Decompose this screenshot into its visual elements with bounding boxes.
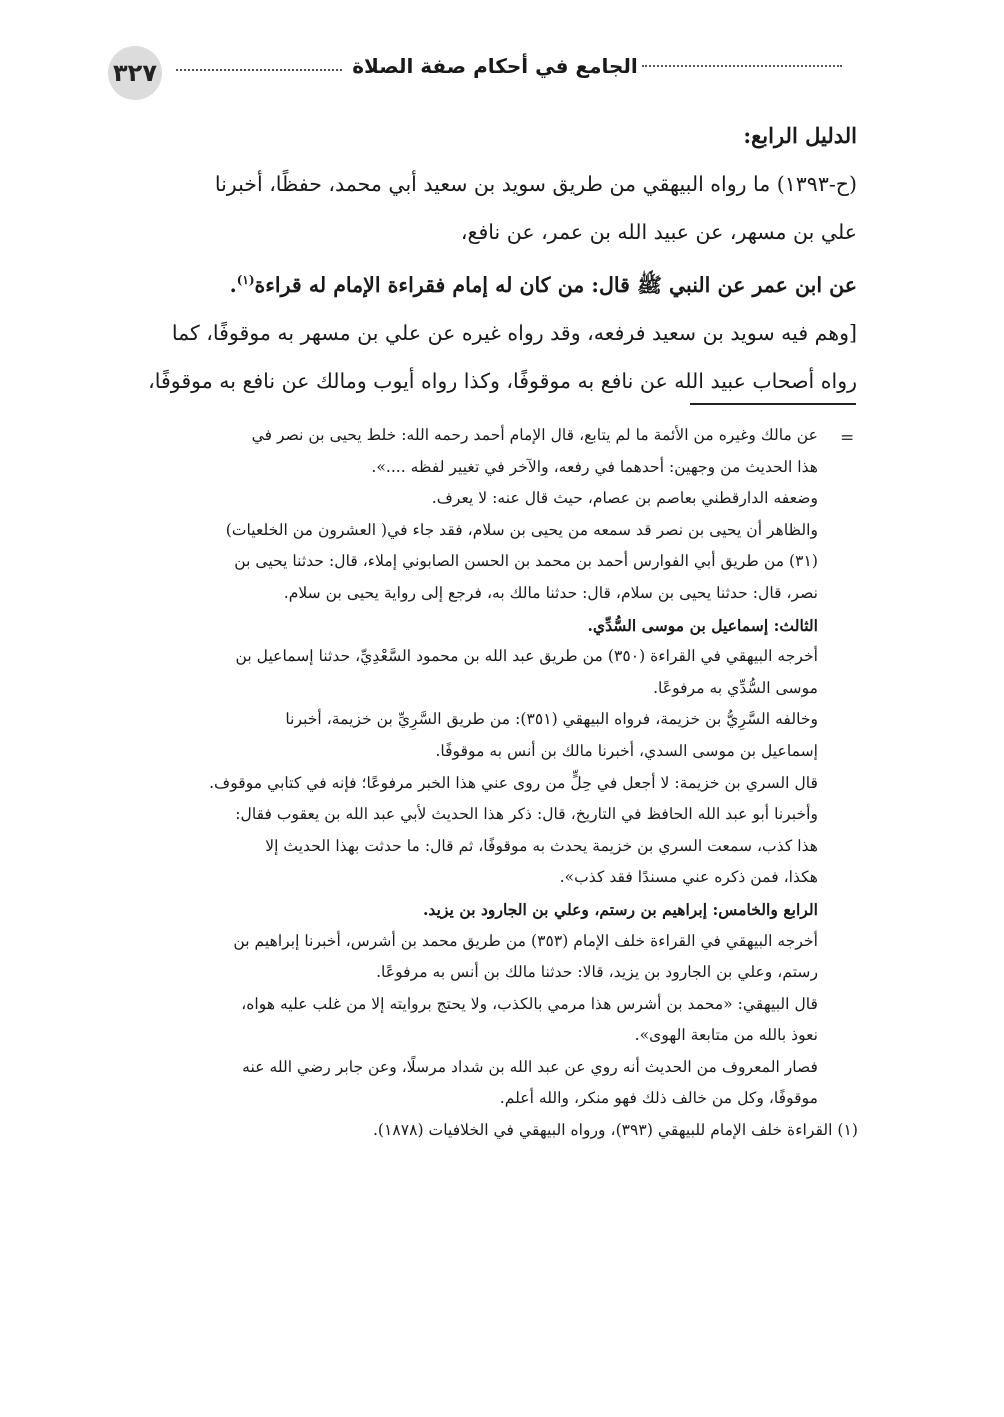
footnote-line: قال البيهقي: «محمد بن أشرس هذا مرمي بالكذب، ولا يحتج بروايته إلا من غلب عليه هواه، xyxy=(241,994,818,1013)
footnote-line: إسماعيل بن موسى السدي، أخبرنا مالك بن أنس به موقوفًا. xyxy=(435,741,818,760)
footnote-line: موسى السُّدِّي به مرفوعًا. xyxy=(653,678,818,697)
footnote-continuation-marker: = xyxy=(840,428,855,448)
footnote-line: أخرجه البيهقي في القراءة خلف الإمام (٣٥٣) من طريق محمد بن أشرس، أخبرنا إبراهيم بن xyxy=(233,931,818,950)
footnote-line: نعوذ بالله من متابعة الهوى». xyxy=(634,1026,818,1045)
footnote-line: هكذا، فمن ذكره عني مسندًا فقد كذب». xyxy=(559,868,818,887)
hadith-text-line: عن ابن عمر عن النبي ﷺ قال: من كان له إمام فقراءة الإمام له قراءة$^{(١)}$. xyxy=(229,272,857,297)
footnotes xyxy=(118,420,858,1147)
footnote-subheading: الرابع والخامس: إبراهيم بن رستم، وعلي بن الجارود بن يزيد. xyxy=(423,899,818,919)
footnote-line: نصر، قال: حدثنا يحيى بن سلام، قال: حدثنا مالك به، فرجع إلى رواية يحيى بن سلام. xyxy=(283,583,818,602)
footnote-line: والظاهر أن يحيى بن نصر قد سمعه من يحيى بن سلام، فقد جاء في( العشرون من الخلعيات) xyxy=(225,520,818,539)
footnote-line: (٣١) من طريق أبي الفوارس أحمد بن محمد بن الحسن الصابوني إملاء، قال: حدثنا يحيى بن xyxy=(234,552,818,571)
section-heading: الدليل الرابع: xyxy=(743,123,857,148)
footnote-reference[interactable]: (١) xyxy=(236,273,255,287)
footnote-line: وخالفه السَّرِيُّ بن خزيمة، فرواه البيهقي (٣٥١): من طريق السَّرِيِّ بن خزيمة، أخبرنا xyxy=(285,710,818,729)
footnote-line: عن مالك وغيره من الأئمة ما لم يتابع، قال الإمام أحمد رحمه الله: خلط يحيى بن نصر في xyxy=(251,426,818,444)
main-line: علي بن مسهر، عن عبيد الله بن عمر، عن نافع، xyxy=(460,220,857,244)
header-dotted-rule-left xyxy=(176,69,342,71)
header-dotted-rule-right xyxy=(642,65,842,67)
footnote-line: وأخبرنا أبو عبد الله الحافظ في التاريخ، قال: ذكر هذا الحديث لأبي عبد الله بن يعقوب فقال: xyxy=(235,805,818,824)
footnote-line: قال السري بن خزيمة: لا أجعل في حِلٍّ من روى عني هذا الخبر مرفوعًا؛ فإنه في كتابي موقوف. xyxy=(209,773,818,792)
footnote-one: (١) القراءة خلف الإمام للبيهقي (٣٩٣)، ورواه البيهقي في الخلافيات (١٨٧٨). xyxy=(372,1121,858,1140)
footnote-line: وضعفه الدارقطني بعاصم بن عصام، حيث قال عنه: لا يعرف. xyxy=(431,489,818,508)
footnote-line: هذا الحديث من وجهين: أحدهما في رفعه، والآخر في تغيير لفظه ....». xyxy=(371,457,818,476)
page-number: ٣٢٧ xyxy=(108,46,162,100)
footnote-divider xyxy=(690,403,856,405)
main-line: [وهم فيه سويد بن سعيد فرفعه، وقد رواه غيره عن علي بن مسهر به موقوفًا، كما xyxy=(171,320,857,345)
footnote-line: أخرجه البيهقي في القراءة (٣٥٠) من طريق عبد الله بن محمود السَّعْدِيِّ، حدثنا إسماعيل بن xyxy=(235,647,818,666)
footnote-subheading: الثالث: إسماعيل بن موسى السُّدِّي. xyxy=(587,615,818,635)
footnote-line: فصار المعروف من الحديث أنه روي عن عبد الله بن شداد مرسلًا، وعن جابر رضي الله عنه xyxy=(242,1057,818,1076)
main-text xyxy=(135,112,857,405)
running-header-title: الجامع في أحكام صفة الصلاة xyxy=(352,54,638,78)
main-line: رواه أصحاب عبيد الله عن نافع به موقوفًا، وكذا رواه أيوب ومالك عن نافع به موقوفًا، xyxy=(148,368,857,393)
hadith-text: عن ابن عمر عن النبي ﷺ قال: من كان له إمام فقراءة الإمام له قراءة xyxy=(254,272,857,297)
main-line: (ح-١٣٩٣) ما رواه البيهقي من طريق سويد بن سعيد أبي محمد، حفظًا، أخبرنا xyxy=(214,172,857,196)
footnote-line: رستم، وعلي بن الجارود بن يزيد، قالا: حدثنا مالك بن أنس به مرفوعًا. xyxy=(376,963,818,982)
footnote-line: موقوفًا، وكل من خالف ذلك فهو منكر، والله أعلم. xyxy=(499,1089,818,1108)
footnote-line: هذا كذب، سمعت السري بن خزيمة يحدث به موقوفًا، ثم قال: ما حدثت بهذا الحديث إلا xyxy=(265,836,818,855)
